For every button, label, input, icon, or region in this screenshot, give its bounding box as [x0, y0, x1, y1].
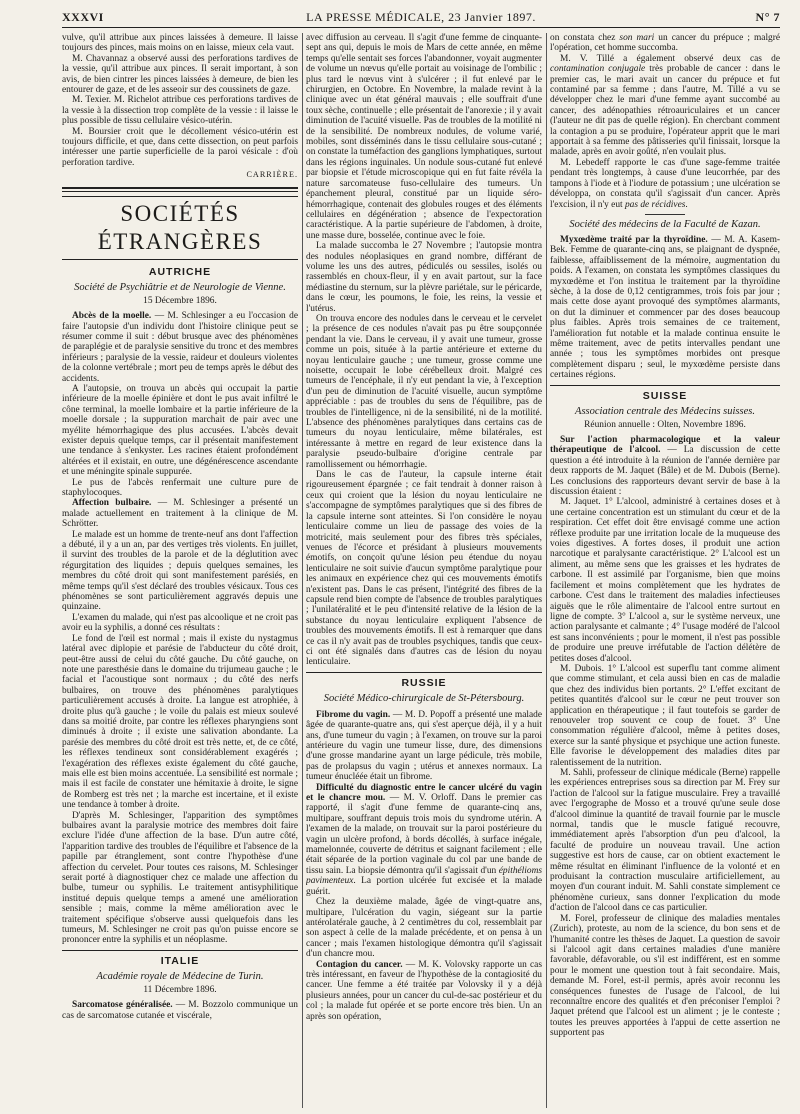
society-name: Société de Psychiâtrie et de Neurologie de Vienne. — [74, 281, 286, 293]
column-1 — [62, 33, 298, 1108]
article-title: Sur l'action pharmacologique et la valeur thérapeutique de l'alcool. — [550, 435, 780, 456]
paragraph: Contagion du cancer. — M. K. Volovsky rapporte un cas très intéressant, en faveur de l'hypothèse de la contagiosité du cancer. Une femme a été traitée par Volovsky il y a déjà plusieurs années, pour un cancer du cul-de-sac postérieur et du col ; la malade fut opérée et se porte encore très bien. Un an après son opération, — [306, 959, 542, 1022]
society-name: Association centrale des Médecins suisses. — [575, 405, 755, 417]
page-number: XXXVI — [62, 10, 104, 24]
section-rule — [62, 950, 298, 951]
column-2 — [306, 33, 542, 1108]
society-name: Académie royale de Médecine de Turin. — [96, 970, 264, 982]
paragraph: M. V. Tillé a également observé deux cas de contamination conjugale très probable de cancer : dans le premier cas, le mari avait un cancer du prépuce et fut contaminé par sa femme ; dans l'autre, M. Tillé a vu se développer chez le mari d'une femme ayant succombé au cancer, des adénopathies rétroauriculaires et un cancer (l'auteur ne dit pas de quelle région). En chercbant comment la contagion a pu se produire, l'opérateur apprit que le mari apportait à sa femme des pâtisseries qu'il finissait, lorsque la malade, après en avoir goûté, n'en voulait plus. — [550, 53, 780, 158]
journal-title: LA PRESSE MÉDICALE, 23 Janvier 1897. — [306, 10, 536, 24]
session-date: 15 Décembre 1896. — [143, 295, 217, 306]
article-title: Fibrome du vagin. — [316, 709, 391, 720]
paragraph: M. Sahli, professeur de clinique médicale (Berne) rappelle les expériences entreprises sous sa direction par M. Frey sur l'action de l'alcool sur la fatigue musculaire. Frey a travaillé avec l'ergographe de Mosso et a trouvé qu'une seule dose d'alcool diminue la quantité de travail fournie par le muscle normal, tandis que le muscle fatigué recouvre, immédiatement après l'absorption d'un peu d'alcool, la faculté de produire un nouveau travail. Une action suggestive est hors de cause, car on obtient exactement le même résultat en éliminant l'influence de la volonté et en produisant la contraction musculaire artificiellement, au moyen d'un courant induit. M. Sahli constate simplement ce phénomène curieux, sans donner l'explication du mode d'action de l'alcool dans ce cas particulier. — [550, 768, 780, 914]
paragraph: Le fond de l'œil est normal ; mais il existe du nystagmus latéral avec diplopie et parésie de l'abducteur du côté droit, peut-être aussi de celui du côté gauche. Du côté gauche, on note une paresthésie dans le domaine du trijumeau gauche ; le facial et l'acoustique sont normaux ; du côté des nerfs bulbaires, on trouve des phénomènes paralytiques particulièrement accusés à droite. La langue est atrophiée, à droite plus qu'à gauche ; le voile du palais est mieux soulevé dans sa moitié droite, par contre les réflexes pharyngiens sont diminués à droite ; il existe une salivation abondante. La parésie des membres du côté droit est très nette, et, de ce côté, les réflexes tendineux sont considérablement exagérés ; l'exagération des réflexes existe également du côté gauche, mais elle est bien moins accentuée. La sensibilité est normale ; mais il est facile de constater une hémitaxie à droite, le signe de Romberg est très net ; la marche est incertaine, et il existe une tendance à tomber à droite. — [62, 633, 298, 811]
paragraph: M. Dubois. 1° L'alcool est superflu tant comme aliment que comme stimulant, et cela aussi bien en cas de maladie que chez des individus bien portants. 2° L'effet excitant de petites quantités d'alcool sur le cœur ne peut trouver son application en thérapeutique ; il faut toutefois se garder de renouveler trop souvent ce coup de fouet. 3° Une consommation régulière d'alcool, même à petites doses, exerce sur la santé physique et psychique une action funeste. Elle favorise le développement des maladies dites par ralentissement de la nutrition. — [550, 663, 780, 768]
article-title: Myxœdème traité par la thyroïdine. — [560, 234, 708, 245]
country-heading: SUISSE — [642, 389, 688, 402]
separator — [645, 214, 685, 215]
paragraph: M. Jaquet. 1° L'alcool, administré à certaines doses et à une certaine concentration est un stimulant du cœur et de la respiration. Cet effet doit être envisagé comme une action réflexe produite par une irritation locale de la muqueuse des voies digestives. A fortes doses, il produit une action narcotique et paralysante caractéristique. 2° L'alcool est un aliment, au même sens que les graisses et les hydrates de carbone. Il est assimilé par l'organisme, bien que moins facilement et moins complètement que les hydrates de carbone. C'est dans le traitement des maladies infectieuses aiguës que le rôle alimentaire de l'alcool entre surtout en ligne de compte. 3° L'alcool a, sur le système nerveux, une action paralysante et calmante ; 4° l'usage modéré de l'alcool est sans inconvénients ; pour le moment, il n'est pas possible de produire une preuve irréfutable de l'action délétère de petites doses d'alcool. — [550, 497, 780, 664]
section-rule — [306, 672, 542, 673]
session-date: Réunion annuelle : Olten, Novembre 1896. — [584, 419, 746, 430]
paragraph: On trouva encore des nodules dans le cerveau et le cervelet ; la présence de ces nodules n'avait pas pu être soupçonnée pendant la vie. Dans le cerveau, il y avait une tumeur, grosse comme un pois, située à la partie antérieure et externe du noyau lenticulaire gauche ; une tumeur, grosse comme une noisette, occupait le lobe cérébelleux droit. Malgré ces tumeurs de l'encéphale, il n'y eut pendant la vie, à l'exception d'un peu de diminution de l'acuité visuelle, aucun symptôme appréciable : pas de troubles du sens de l'équilibre, pas de troubles de l'intelligence, ni de la sensibilité, ni de la motilité. L'absence des phénomènes paralytiques dans certains cas de tumeurs du noyau lenticulaire, même bilatérales, est intéressante à mettre en regard de leur existence dans la paralysie pseudo-bulbaire d'origine centrale par ramollissement ou hémorrhagie. — [306, 313, 542, 470]
article-title: Abcès de la moelle. — [72, 311, 152, 322]
header-rule — [62, 27, 780, 28]
paragraph: D'après M. Schlesinger, l'apparition des symptômes bulbaires avant la paralysie motrice des membres doit faire exclure l'idée d'une affection de la base. D'un autre côté, l'apparition tardive des troubles de l'équilibre et l'absence de la papille par étranglement, sont contre l'hypothèse d'une affection du cervelet. Pour toutes ces raisons, M. Schlesinger serait porté à diagnostiquer chez ce malade une affection du bulbe, tumeur ou syphilis. Le traitement antisyphilitique institué depuis quelque temps a amené une amélioration sensible ; mais, comme la même amélioration avec le traitement spécifique s'observe aussi quelquefois dans les tumeurs, M. Schlesinger ne croit pas qu'on puisse encore se prononcer entre la syphilis et un néoplasme. — [62, 810, 298, 946]
paragraph: Fibrome du vagin. — M. D. Popoff a présenté une malade âgée de quarante-quatre ans, qui s'est aperçue déjà, il y a huit ans, d'une tumeur du vagin ; à l'examen, on trouve sur la paroi antérieure du vagin une tumeur lisse, dure, des dimensions d'une grosse mandarine ayant un large pédicule, très mobile, pas de prolapsus du vagin ; utérus et annexes normaux. La tumeur énucléée était un fibrome. — [306, 709, 542, 783]
paragraph: Le malade est un homme de trente-neuf ans dont l'affection a débuté, il y a un an, par des vertiges très violents. En juillet, il survint des troubles de la parole et de la déglutition avec régurgitation des liquides ; depuis quelques semaines, les membres du côté droit qui sont manifestement parésiés, en même temps qu'il s'est déclaré des troubles vésicaux. Tous ces phénomènes se sont particulièrement aggravés depuis une quinzaine. — [62, 529, 298, 613]
paragraph: L'examen du malade, qui n'est pas alcoolique et ne croit pas avoir eu la syphilis, a donné ces résultats : — [62, 612, 298, 634]
article-title: Contagion du cancer. — [316, 959, 403, 970]
section-title: SOCIÉTÉS ÉTRANGÈRES — [62, 196, 298, 260]
paragraph: M. Chavannaz a observé aussi des perforations tardives de la vessie, qu'il attribue aux pinces. Il serait important, à son avis, de bien cintrer les pinces laissées à demeure, de bien les entourer de gaze, et de les asseoir sur des coussinets de gaze. — [62, 53, 298, 96]
paragraph: vulve, qu'il attribue aux pinces laissées à demeure. Il laisse toujours des pinces, mais moins on en laisse, mieux cela vaut. — [62, 33, 298, 54]
article-title: Difficulté du diagnostic entre le cancer ulcéré du vagin et le chancre mou. — [306, 782, 542, 804]
paragraph: A l'autopsie, on trouva un abcès qui occupait la partie inférieure de la moelle épinière et dont le pus avait infiltré le cône terminal, la moelle lombaire et la partie inférieure de la moelle dorsale ; la suppuration marchait de pair avec une myélite hémorrhagique des plus accusées. L'abcès devait exister depuis quelque temps, car il présentait manifestement une tendance à s'enkyster. Les racines étaient profondément altérées et il existait, en outre, une dégénérescence ascendante et une méningite spinale suppurée. — [62, 383, 298, 478]
country-heading: RUSSIE — [401, 676, 447, 689]
paragraph: Chez la deuxième malade, âgée de vingt-quatre ans, multipare, l'ulcération du vagin, siégeant sur la partie antérolatérale gauche, à 2 centimètres du col, ressemblait par son aspect à celle de la malade précédente, et on pensa à un cancer ; mais l'examen histologique démontra qu'il s'agissait d'un chancre mou. — [306, 897, 542, 960]
paragraph: Dans le cas de l'auteur, la capsule interne était rigoureusement épargnée ; ce fait tendrait à donner raison à ceux qui croient que la lésion du noyau lenticulaire ne s'accompagne de symptômes paralytiques que si des fibres de la capsule interne sont atteintes. Si l'on considère le noyau lenticulaire comme un lieu de passage des voies de la motricité, mais seulement pour des fibres très spéciales, venues de l'écorce et présidant à plusieurs mouvements émotifs, on conçoit qu'une lésion peu étendue du noyau lenticulaire ne soit suivie d'aucun symptôme paralytique pour les animaux en expérience chez qui ces mouvements émotifs n'existent pas. Dans le cas présent, l'intégrité des fibres de la capsule rend bien compte de l'absence de troubles paralytiques ; l'unilatéralité et le peu d'intensité relative de la lésion de la substance du noyau lenticulaire expliquent l'absence de troubles des mouvements émotifs. Il est à remarquer que dans ce cas il n'y avait pas de troubles psychiques, tandis que ceux-ci ont été signalés dans d'autres cas de lésion du noyau lenticulaire. — [306, 470, 542, 668]
article-title: Affection bulbaire. — [72, 498, 152, 509]
country-heading: AUTRICHE — [148, 265, 212, 278]
paragraph: avec diffusion au cerveau. Il s'agit d'une femme de cinquante-sept ans qui, depuis le mois de Mars de cette année, en même temps qu'elle sentait ses forces l'abandonner, voyait augmenter de volume un nœvus qu'elle portait au voisinage de l'ombilic ; plus tard le nœvus vint à s'ulcérer ; il fut enlevé par le chirurgien, en Octobre. En Novembre, la malade revint à la clinique avec un état général mauvais ; elle souffrait d'une toux sèche, continuelle ; elle présentait de l'anorexie ; il y avait diminution de l'acuité visuelle. Pas de troubles de la motilité ni de la sensibilité. De nombreux nodules, de volume varié, mobiles, sont disséminés dans le tissu cellulaire sous-cutané ; on constate la tuméfaction des ganglions lymphatiques, surtout dans les régions inguinales. Un nodule sous-cutané fut enlevé par biopsie et l'étude microscopique qui en fut faite révéla la nature sarcomateuse fuso-cellulaire des tumeurs. Un épanchement pleural, constitué par un liquide séro-hémorrhagique, contenait des globules rouges et des éléments cellulaires en dégénération ; absence de l'expectoration caractéristique. A la partie supérieure de l'abdomen, à droite, une masse dure, bosselée, continue avec le foie. — [306, 33, 542, 241]
society-name: Société des médecins de la Faculté de Kazan. — [569, 218, 761, 230]
country-heading: ITALIE — [160, 954, 200, 967]
paragraph: M. Lebedeff rapporte le cas d'une sage-femme traitée pendant très longtemps, à cause d'une leucorrhée, par des tampons à l'iode et à l'iodure de potassium ; une ulcération se développa, on constata qu'il s'agissait d'un cancer. Après l'excision, il n'y eut pas de récidives. — [550, 157, 780, 210]
paragraph: M. Boursier croit que le décollement vésico-utérin est toujours difficile, et que, dans cette dissection, on peut parfois intéresser une partie superficielle de la paroi vésicale : d'où perforation tardive. — [62, 126, 298, 168]
column-3 — [550, 33, 780, 1108]
paragraph: Sur l'action pharmacologique et la valeur thérapeutique de l'alcool. — La discussion de cette question a été introduite à la réunion de l'année dernière par deux rapports de M. Jaquet (Bâle) et de M. Dubois (Berne). Les conclusions des rapporteurs devant servir de base à la discussion étaient : — [550, 435, 780, 498]
column-rule — [302, 33, 303, 1108]
section-rule — [62, 187, 298, 192]
column-rule — [546, 33, 547, 1108]
issue-number: N° 7 — [755, 10, 780, 24]
society-name: Société Médico-chirurgicale de St-Pétersbourg. — [323, 692, 525, 704]
paragraph: Le pus de l'abcès renfermait une culture pure de staphylocoques. — [62, 477, 298, 498]
page-header — [62, 10, 780, 26]
author-signature: CARRIÈRE. — [246, 170, 298, 180]
paragraph: Abcès de la moelle. — M. Schlesinger a eu l'occasion de faire l'autopsie d'un individu dont l'histoire clinique peut se résumer comme il suit : début brusque avec des phénomènes de paraplégie et de paralysie sensitive du tronc et des membres inférieurs ; paralysie de la vessie, raideur et douleurs violentes de la colonne vertébrale ; mort peu de temps après le début des accidents. — [62, 311, 298, 384]
article-title: Sarcomatose généralisée. — [72, 1000, 173, 1011]
section-rule — [550, 385, 780, 386]
paragraph: Affection bulbaire. — M. Schlesinger a présenté un malade actuellement en traitement à la clinique de M. Schrötter. — [62, 498, 298, 530]
paragraph: Difficulté du diagnostic entre le cancer ulcéré du vagin et le chancre mou. — M. V. Orloff. Dans le premier cas rapporté, il s'agit d'une femme de quarante-cinq ans, multipare, souffrant depuis trois mois du syndrome utérin. A l'examen de la malade, on trouvait sur la paroi postérieure du vagin un ulcère profond, à bords décollés, à surface inégale, mamelonnée, couverte de détritus et saignant facilement ; elle était séparée de la portion vaginale du col par une bande de tissu sain. La biopsie démontra qu'il s'agissait d'un épithélioms pavimenteux. La portion ulcérée fut excisée et la malade guérit. — [306, 782, 542, 897]
paragraph: on constata chez son mari un cancer du prépuce ; malgré l'opération, cet homme succomba. — [550, 33, 780, 54]
paragraph: La malade succomba le 27 Novembre ; l'autopsie montra des nodules néoplasiques en grand nombre, différant de volume les uns des autres, pédiculés ou sessiles, isolés ou rassemblés en choux-fleur, il y en avait partout, sur la face médiastine du sternum, sur la plèvre pariétale, sur le péricarde, dans le cœur, les poumons, le foie, les reins, la vessie et l'utérus. — [306, 241, 542, 314]
paragraph: Myxœdème traité par la thyroïdine. — M. A. Kasem-Bek. Femme de quarante-cinq ans, se plaignant de dyspnée, faiblesse, affaiblissement de la mémoire, augmentation du poids. A l'examen, on constata les symptômes classiques du myxœdème et l'on institua le traitement par la thyroïdine sèche, à la dose de 0,12 centigrammes, trois fois par jour ; mais cette dose ayant provoqué des symptômes alarmants, on dut la diminuer et commencer par des doses beaucoup plus faibles. Après trois semaines de ce traitement, l'amélioration fut notable et la malade continua ensuite le même traitement, avec de petits intervalles pendant une année ; tous les symptômes morbides ont presque complètement disparu ; seul, le myxœdème persiste dans certaines régions. — [550, 234, 780, 381]
paragraph: M. Texier. M. Richelot attribue ces perforations tardives de la vessie à la dissection trop complète de la vessie : il laisse le plus possible de tissu cellulaire vésico-utérin. — [62, 95, 298, 127]
paragraph: Sarcomatose généralisée. — M. Bozzolo communique un cas de sarcomatose cutanée et viscérale, — [62, 1000, 298, 1021]
paragraph: M. Forel, professeur de clinique des maladies mentales (Zurich), proteste, au nom de la science, du bon sens et de l'humanité contre les thèses de Jaquet. La question de savoir si l'alcool agit dans certaines maladies d'une manière favorable, défavorable, ou s'il est indifférent, est en somme pour le moment une question tout à fait secondaire. Mais, demande M. Forel, est-il permis, après avoir reconnu les conséquences funestes de l'usage de l'alcool, de lui reconnaître encore des qualités et d'en préconiser l'emploi ? Jaquet prétend que l'alcool est un aliment ; je le conteste ; toutes les preuves apportées à l'appui de cette assertion ne supportent pas — [550, 913, 780, 1039]
session-date: 11 Décembre 1896. — [143, 984, 217, 995]
